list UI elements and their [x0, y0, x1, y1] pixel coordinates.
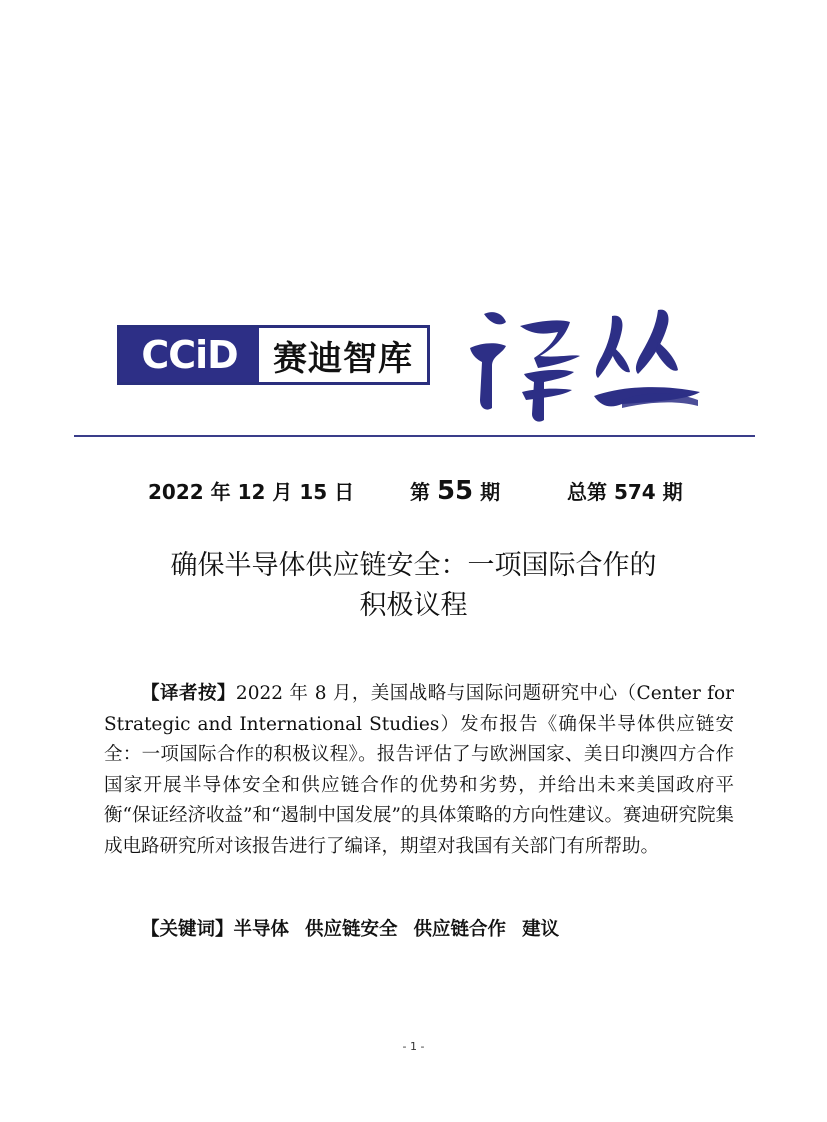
keyword-item: 供应链安全	[305, 919, 398, 940]
translator-note	[104, 679, 734, 862]
issue-number: 第 55 期	[410, 476, 501, 506]
translator-note-label: 【译者按】	[141, 683, 236, 704]
translator-note-body: 2022 年 8 月，美国战略与国际问题研究中心（Center for Strategic and International Studies）发布报告《确保半导体供应链安全：一项国际合作的积极议程》。报告评估了与欧洲国家、美日印澳四方合作国家开展半导体安全和供应链合作的优势和劣势，并给出未来美国政府平衡“保证经济收益”和“遏制中国发展”的具体策略的方向性建议。赛迪研究院集成电路研究所对该报告进行了编译，期望对我国有关部门有所帮助。	[104, 683, 734, 857]
keyword-item: 半导体	[233, 919, 290, 940]
page-number: - 1 -	[402, 1040, 425, 1053]
keywords	[141, 915, 575, 941]
title-line-1: 确保半导体供应链安全：一项国际合作的	[170, 550, 657, 581]
issue-total: 总第 574 期	[567, 480, 683, 504]
keywords-label: 【关键词】	[141, 919, 234, 940]
logo-name: 赛迪智库	[273, 338, 413, 379]
issue-line	[0, 476, 827, 506]
document-title	[100, 546, 727, 626]
title-line-2: 积极议程	[359, 590, 468, 621]
keyword-item: 供应链合作	[413, 919, 507, 940]
series-title-calligraphy	[462, 296, 712, 426]
ccid-logo	[117, 325, 430, 385]
logo-mark: CCiD	[120, 328, 259, 382]
keyword-item: 建议	[522, 919, 560, 940]
header-rule	[74, 435, 755, 437]
issue-date: 2022 年 12 月 15 日	[148, 480, 355, 504]
